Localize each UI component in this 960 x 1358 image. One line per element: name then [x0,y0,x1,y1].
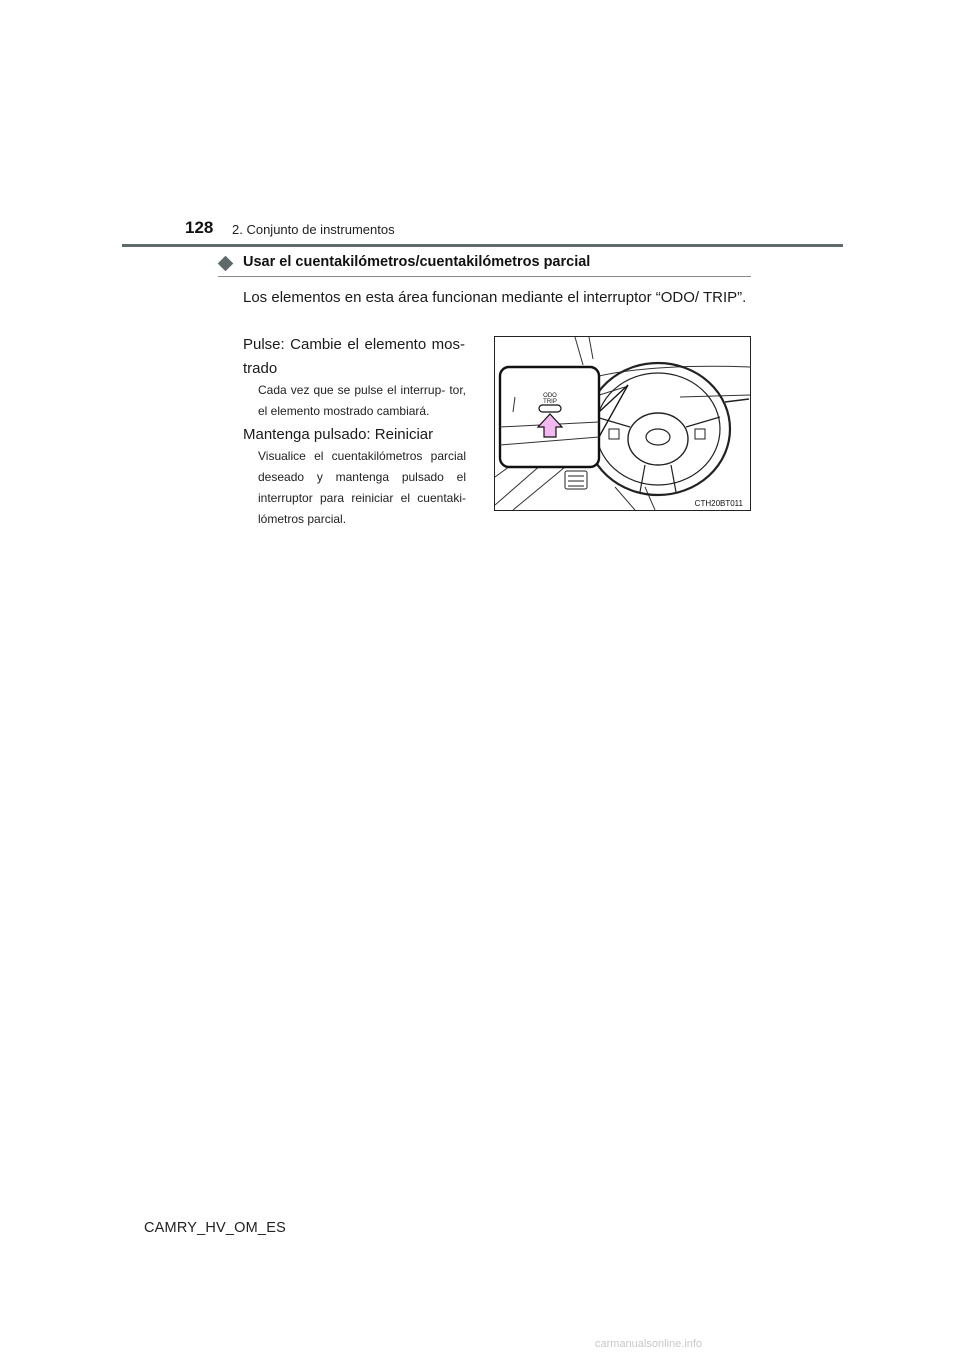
odo-label: ODO [543,393,557,399]
section-title: Usar el cuentakilómetros/cuentakilómetros parcial [243,254,591,270]
steering-wheel-drawing [495,337,750,510]
page-number: 128 [185,218,214,237]
odo-trip-switch [539,405,561,412]
item-press-description: Cada vez que se pulse el interrup- tor, el elemento mostrado cambiará. [258,383,466,418]
item-press-title: Pulse: Cambie el elemento mos- trado [243,336,465,377]
figure-code: CTH20BT011 [694,499,743,508]
item-hold-title: Mantenga pulsado: Reiniciar [243,426,434,443]
watermark: carmanualsonline.info [595,1338,703,1350]
chapter-title: 2. Conjunto de instrumentos [232,222,395,237]
section-heading [218,252,751,277]
item-hold-description: Visualice el cuentakilómetros parcial deseado y mantenga pulsado el interruptor para reiniciar el cuentaki- lómetros parcial. [258,449,466,526]
trip-label: TRIP [543,399,557,405]
header-rule [122,244,843,247]
diamond-bullet-icon [218,256,234,272]
steering-wheel-illustration [494,336,751,511]
intro-paragraph: Los elementos en esta área funcionan mediante el interruptor “ODO/ TRIP”. [243,289,747,306]
footer-manual-code: CAMRY_HV_OM_ES [144,1220,286,1236]
